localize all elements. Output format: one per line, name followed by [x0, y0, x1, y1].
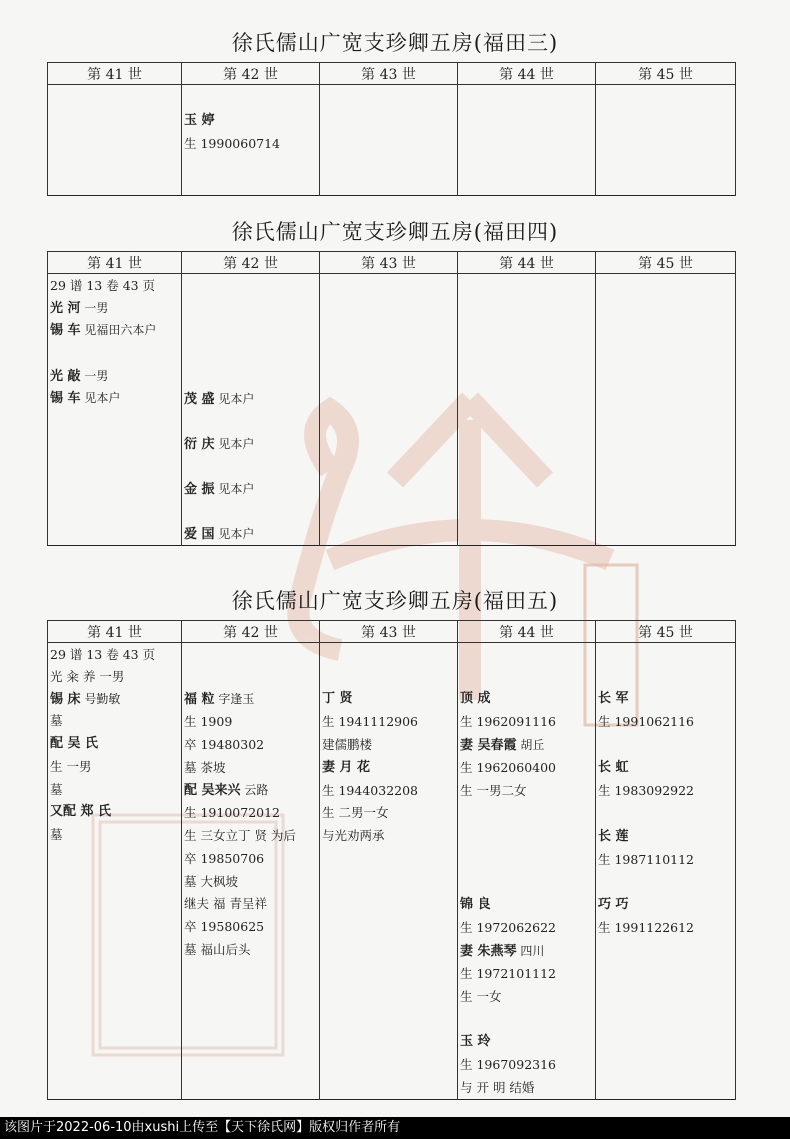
entry-text: 生 1983092922 [598, 783, 695, 798]
person-name: 妻 朱燕琴 四川 [460, 944, 545, 959]
entry-text: 生 1909 [184, 714, 233, 729]
generation-cell [596, 274, 736, 546]
person-name: 玉 玲 [460, 1034, 491, 1049]
person-name: 又配 郑 氏 [50, 804, 112, 819]
person-name: 配 吴来兴 云路 [184, 783, 269, 798]
generation-header: 第 44 世 [458, 63, 596, 85]
entry-text: 生 1991062116 [598, 714, 695, 729]
person-name: 长 虹 [598, 760, 629, 775]
person-name: 爱 国 见本户 [184, 527, 255, 542]
entry-text: 29 谱 13 卷 43 页 [50, 647, 156, 662]
generation-header: 第 44 世 [458, 621, 596, 643]
entry-text: 光 籴 养 一男 [50, 669, 125, 684]
generation-header: 第 43 世 [320, 63, 458, 85]
person-name: 茂 盛 见本户 [184, 392, 255, 407]
entry-note: 见本户 [80, 391, 121, 405]
entry-text: 建儒鹏楼 [322, 737, 373, 752]
section-title: 徐氏儒山广宽支珍卿五房(福田三) [231, 31, 559, 55]
entry-text: 生 1972062622 [460, 920, 557, 935]
entry-text: 卒 19480302 [184, 737, 265, 752]
entry-text: 与 开 明 结婚 [460, 1080, 535, 1095]
entry-text: 生 1910072012 [184, 805, 281, 820]
entry-note: 字逢玉 [214, 692, 255, 706]
entry-text: 生 1962060400 [460, 760, 557, 775]
generation-cell [182, 85, 320, 196]
person-name: 长 军 [598, 691, 629, 706]
generation-header: 第 42 世 [182, 252, 320, 274]
entry-note: 四川 [516, 944, 545, 958]
generation-cell [458, 643, 596, 1100]
section-title: 徐氏儒山广宽支珍卿五房(福田五) [231, 589, 559, 613]
entry-text: 29 谱 13 卷 43 页 [50, 278, 156, 293]
entry-text: 生 1990060714 [184, 136, 281, 151]
person-name: 巧 巧 [598, 897, 629, 912]
person-name: 玉 婷 [184, 113, 215, 128]
person-name: 丁 贤 [322, 691, 353, 706]
entry-note: 见本户 [214, 527, 255, 541]
generation-cell [458, 85, 596, 196]
generation-cell [48, 643, 182, 1100]
person-name: 衍 庆 见本户 [184, 437, 255, 452]
generation-cell [320, 85, 458, 196]
entry-text: 墓 [50, 782, 63, 797]
person-name: 妻 吴春霞 胡丘 [460, 738, 545, 753]
entry-note: 胡丘 [516, 738, 545, 752]
entry-note: 号勤敏 [80, 692, 121, 706]
entry-note: 见本户 [214, 437, 255, 451]
genealogy-table [47, 620, 736, 1100]
generation-header: 第 45 世 [596, 63, 736, 85]
entry-text: 卒 19850706 [184, 851, 265, 866]
entry-note: 一男 [80, 301, 109, 315]
entry-text: 生 二男一女 [322, 805, 389, 820]
person-name: 福 粒 字逢玉 [184, 692, 255, 707]
generation-cell [596, 85, 736, 196]
entry-text: 生 1962091116 [460, 714, 557, 729]
generation-cell [48, 274, 182, 546]
entry-text: 生 1967092316 [460, 1057, 557, 1072]
person-name: 长 莲 [598, 829, 629, 844]
person-name: 锡 车 见本户 [50, 391, 121, 406]
generation-header: 第 43 世 [320, 252, 458, 274]
generation-header: 第 42 世 [182, 63, 320, 85]
generation-header: 第 44 世 [458, 252, 596, 274]
entry-text: 生 一男二女 [460, 783, 527, 798]
entry-text: 生 1944032208 [322, 783, 419, 798]
entry-note: 见本户 [214, 392, 255, 406]
generation-header: 第 43 世 [320, 621, 458, 643]
person-name: 金 振 见本户 [184, 482, 255, 497]
entry-note: 见福田六本户 [80, 323, 157, 337]
generation-cell [596, 643, 736, 1100]
generation-cell [458, 274, 596, 546]
generation-header: 第 42 世 [182, 621, 320, 643]
genealogy-table [47, 62, 736, 196]
entry-text: 生 一女 [460, 989, 502, 1004]
entry-text: 墓 大枫坡 [184, 874, 238, 889]
entry-text: 生 1972101112 [460, 966, 557, 981]
entry-note: 见本户 [214, 482, 255, 496]
entry-text: 墓 福山后头 [184, 942, 251, 957]
person-name: 锡 床 号勤敏 [50, 692, 121, 707]
entry-note: 云路 [240, 783, 269, 797]
person-name: 妻 月 花 [322, 760, 371, 775]
generation-cell [48, 85, 182, 196]
person-name: 锦 良 [460, 897, 491, 912]
entry-text: 墓 [50, 713, 63, 728]
entry-text: 生 1991122612 [598, 920, 695, 935]
entry-text: 生 一男 [50, 759, 92, 774]
entry-note: 一男 [80, 369, 109, 383]
person-name: 光 敲 一男 [50, 369, 109, 384]
genealogy-table [47, 251, 736, 546]
generation-header: 第 45 世 [596, 621, 736, 643]
generation-header: 第 41 世 [48, 252, 182, 274]
generation-header: 第 45 世 [596, 252, 736, 274]
entry-text: 生 1941112906 [322, 714, 419, 729]
entry-text: 继夫 福 青呈祥 [184, 896, 267, 911]
entry-text: 墓 [50, 827, 63, 842]
upload-footer: 该图片于2022-06-10由xushi上传至【天下徐氏网】版权归作者所有 [0, 1117, 790, 1139]
person-name: 顶 成 [460, 691, 491, 706]
generation-cell [182, 274, 320, 546]
person-name: 配 吴 氏 [50, 736, 99, 751]
entry-text: 墓 茶坡 [184, 760, 226, 775]
section-title: 徐氏儒山广宽支珍卿五房(福田四) [231, 220, 559, 244]
generation-cell [320, 274, 458, 546]
entry-text: 生 三女立丁 贤 为后 [184, 828, 296, 843]
entry-text: 生 1987110112 [598, 852, 695, 867]
person-name: 锡 车 见福田六本户 [50, 323, 157, 338]
generation-cell [320, 643, 458, 1100]
entry-text: 卒 19580625 [184, 919, 265, 934]
generation-cell [182, 643, 320, 1100]
generation-header: 第 41 世 [48, 63, 182, 85]
person-name: 光 河 一男 [50, 301, 109, 316]
entry-text: 与光劝两承 [322, 828, 385, 843]
generation-header: 第 41 世 [48, 621, 182, 643]
